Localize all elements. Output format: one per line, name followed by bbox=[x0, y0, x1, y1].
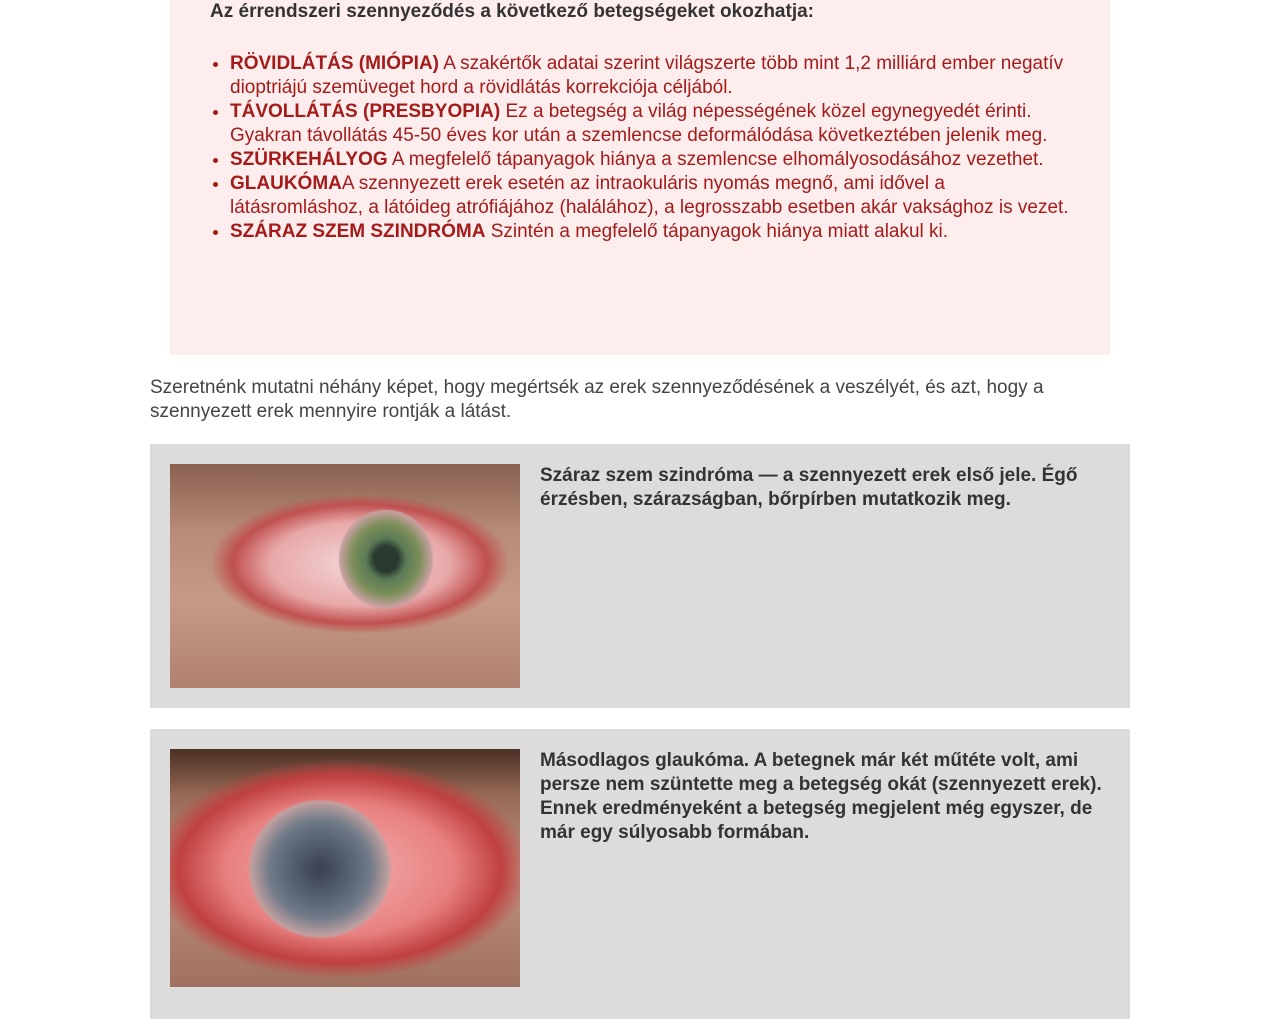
alert-heading: Az érrendszeri szennyeződés a következő betegségeket okozhatja: bbox=[210, 1, 814, 22]
image-caption: Száraz szem szindróma — a szennyezett erek első jele. Égő érzésben, szárazságban, bőrpírben mutatkozik meg. bbox=[540, 465, 1078, 510]
glaucoma-eye-photo bbox=[170, 749, 520, 987]
intro-paragraph: Szeretnénk mutatni néhány képet, hogy megértsék az erek szennyeződésének a veszélyét, és azt, hogy a szennyezett erek mennyire rontják a látást. bbox=[150, 377, 1044, 422]
disease-term: SZÁRAZ SZEM SZINDRÓMA bbox=[230, 221, 486, 242]
disease-description: Ez a betegség a világ népességének közel egynegyedét érinti. Gyakran távollátás 45-50 éves kor után a szemlencse deformálódása következtében jelenik meg. bbox=[230, 101, 1048, 146]
disease-description: A megfelelő tápanyagok hiánya a szemlencse elhomályosodásához vezethet. bbox=[387, 149, 1044, 170]
image-caption: Másodlagos glaukóma. A betegnek már két műtéte volt, ami persze nem szüntette meg a betegség okát (szennyezett erek). Ennek eredményeként a betegség megjelent még egyszer, de már egy súlyosabb formában. bbox=[540, 750, 1102, 843]
image-card bbox=[150, 444, 1130, 708]
image-card bbox=[150, 729, 1130, 1019]
diseases-alert-box bbox=[170, 0, 1110, 355]
list-item bbox=[230, 172, 1070, 220]
dry-eye-photo bbox=[170, 464, 520, 688]
disease-term: SZÜRKEHÁLYOG bbox=[230, 149, 388, 170]
list-item bbox=[230, 52, 1070, 100]
disease-list bbox=[210, 52, 1070, 244]
disease-term: GLAUKÓMA bbox=[230, 173, 342, 194]
list-item bbox=[230, 220, 1070, 244]
disease-term: TÁVOLLÁTÁS (PRESBYOPIA) bbox=[230, 101, 501, 122]
disease-description: A szennyezett erek esetén az intraokuláris nyomás megnő, ami idővel a látásromláshoz, a látóideg atrófiájához (halálához), a legrosszabb esetben akár vaksághoz is vezet. bbox=[230, 173, 1069, 218]
disease-description: A szakértők adatai szerint világszerte több mint 1,2 milliárd ember negatív dioptriájú szemüveget hord a rövidlátás korrekciója céljából. bbox=[230, 53, 1064, 98]
list-item bbox=[230, 100, 1070, 148]
disease-term: RÖVIDLÁTÁS (MIÓPIA) bbox=[230, 53, 439, 74]
disease-description: Szintén a megfelelő tápanyagok hiánya miatt alakul ki. bbox=[485, 221, 949, 242]
list-item bbox=[230, 148, 1070, 172]
